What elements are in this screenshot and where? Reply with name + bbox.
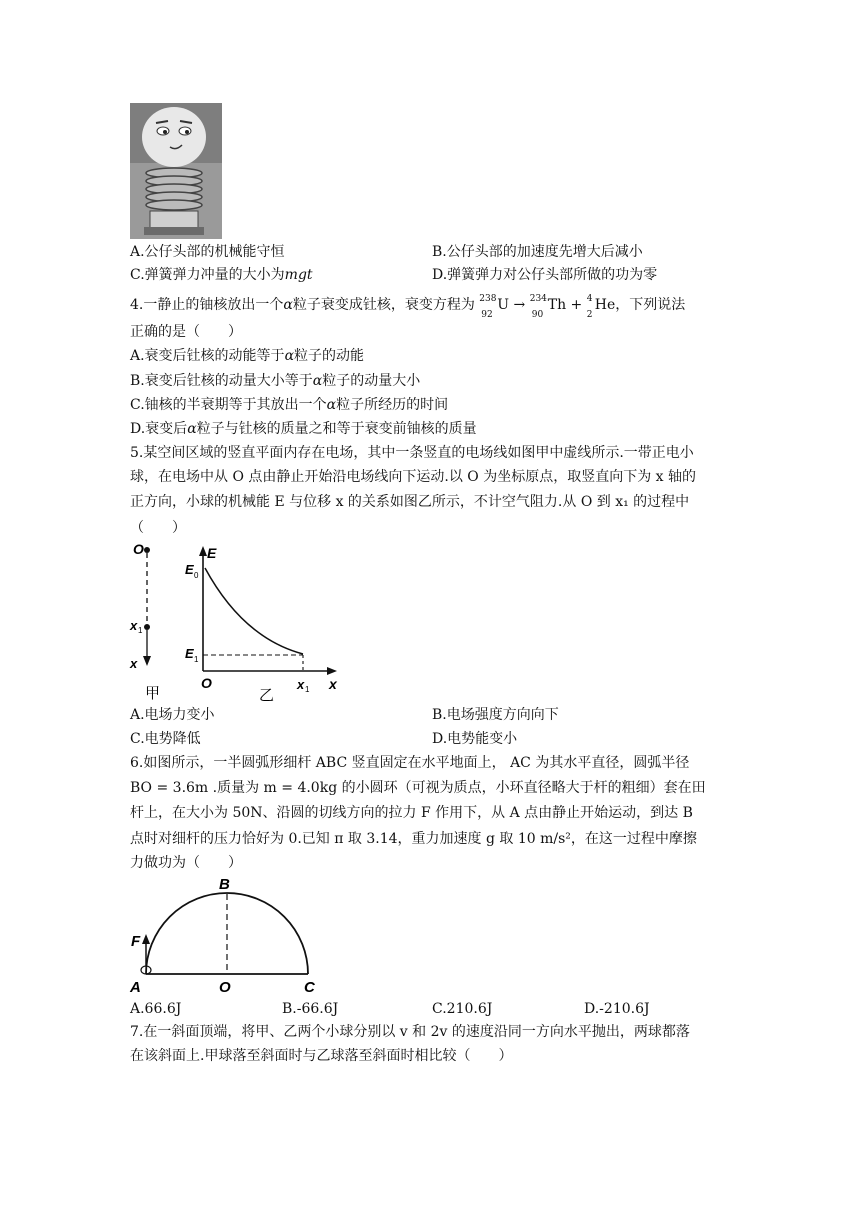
- label-E1: E: [185, 646, 194, 661]
- label-E: E: [207, 545, 217, 561]
- point-x1: [144, 624, 150, 630]
- label-B: B: [219, 876, 230, 893]
- label-x-yi: x: [329, 676, 337, 692]
- q6-option-a: A.66.6J: [130, 1001, 182, 1017]
- svg-text:1: 1: [194, 655, 199, 664]
- label-E0: E: [185, 562, 194, 577]
- q3-option-a: A.公仔头部的机械能守恒: [130, 244, 285, 260]
- label-F: F: [131, 933, 141, 950]
- q5-stem-line4: （ ）: [130, 520, 186, 536]
- spring-toy-photo: [130, 103, 222, 239]
- q5-option-c: C.电势降低: [130, 731, 201, 747]
- q6-stem-line4: 点时对细杆的压力恰好为 0.已知 π 取 3.14，重力加速度 g 取 10 m/s²，在这一过程中摩擦: [130, 831, 697, 847]
- label-A: A: [130, 979, 141, 996]
- q4-option-b: B.衰变后钍核的动量大小等于α粒子的动量大小: [130, 373, 421, 389]
- q3-option-b: B.公仔头部的加速度先增大后减小: [432, 244, 643, 260]
- label-x-jia: x: [130, 656, 138, 671]
- q5-stem-line2: 球，在电场中从 O 点由静止开始沿电场线向下运动.以 O 为坐标原点，取竖直向下为 x 轴的: [130, 469, 696, 485]
- q6-stem-line3: 杆上，在大小为 50N、沿圆的切线方向的拉力 F 作用下，从 A 点由静止开始运动，到达 B: [130, 805, 693, 821]
- decay-equation: 238 92 U → 234 90 Th + 4 2 He: [479, 294, 616, 320]
- label-O-jia: O: [133, 541, 144, 557]
- label-jia: 甲: [145, 684, 161, 702]
- q5-figure: [125, 538, 345, 703]
- q4-option-a: A.衰变后钍核的动能等于α粒子的动能: [130, 348, 365, 364]
- label-x1-yi: x: [297, 677, 305, 692]
- q6-option-d: D.-210.6J: [584, 1001, 650, 1017]
- label-O: O: [219, 979, 231, 996]
- q5-stem-line3: 正方向，小球的机械能 E 与位移 x 的关系如图乙所示，不计空气阻力.从 O 到 x₁ 的过程中: [130, 494, 690, 510]
- q6-stem-line5: 力做功为（ ）: [130, 855, 242, 871]
- label-x1-jia: x: [130, 618, 138, 633]
- q4-option-c: C.铀核的半衰期等于其放出一个α粒子所经历的时间: [130, 397, 449, 413]
- q6-stem-line2: BO = 3.6m .质量为 m = 4.0kg 的小圆环（可视为质点，小环直径略大于杆的粗细）套在田: [130, 780, 706, 796]
- q4-option-d: D.衰变后α粒子与钍核的质量之和等于衰变前铀核的质量: [130, 421, 477, 437]
- q5-option-d: D.电势能变小: [432, 731, 518, 747]
- q7-stem-line2: 在该斜面上.甲球落至斜面时与乙球落至斜面时相比较（ ）: [130, 1048, 513, 1064]
- q6-stem-line1: 6.如图所示，一半圆弧形细杆 ABC 竖直固定在水平地面上， AC 为其水平直径，圆弧半径: [130, 755, 690, 771]
- q7-stem-line1: 7.在一斜面顶端，将甲、乙两个小球分别以 v 和 2v 的速度沿同一方向水平抛出，两球都落: [130, 1024, 690, 1040]
- label-O-yi: O: [201, 675, 212, 691]
- q5-stem-line1: 5.某空间区域的竖直平面内存在电场，其中一条竖直的电场线如图甲中虚线所示.一带正电小: [130, 445, 694, 461]
- label-C: C: [304, 979, 315, 996]
- svg-text:1: 1: [305, 685, 310, 694]
- q6-figure: [128, 874, 328, 996]
- q4-stem-line2: 正确的是（ ）: [130, 324, 242, 340]
- label-yi: 乙: [259, 686, 275, 703]
- q5-option-b: B.电场强度方向向下: [432, 707, 559, 723]
- q3-option-c: C.弹簧弹力冲量的大小为mgt: [130, 267, 313, 283]
- q5-option-a: A.电场力变小: [130, 707, 215, 723]
- q3-option-d: D.弹簧弹力对公仔头部所做的功为零: [432, 267, 658, 283]
- svg-text:0: 0: [194, 571, 199, 580]
- energy-curve: [205, 568, 303, 654]
- svg-text:1: 1: [138, 626, 143, 635]
- point-O: [144, 547, 150, 553]
- force-arrow: [142, 934, 150, 944]
- q6-option-c: C.210.6J: [432, 1001, 493, 1017]
- q6-option-b: B.-66.6J: [282, 1001, 339, 1017]
- q4-stem-line1: 4.一静止的铀核放出一个α粒子衰变成钍核，衰变方程为 238 92 U → 234 90 Th + 4 2 He，下列说法: [130, 294, 686, 320]
